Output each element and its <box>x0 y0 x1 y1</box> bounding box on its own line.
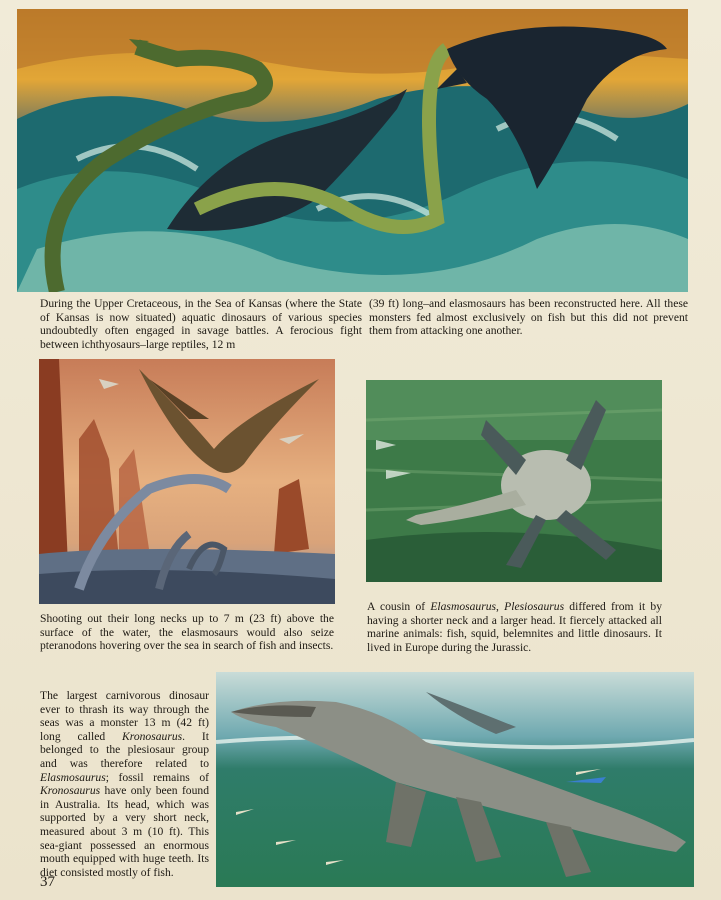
caption-text: differed from it by having a shorter neck and a larger head. It fiercely attacked all marine animals: fish, squid, belemnites and little dinosaurs. It lived in Europe during the Jurassic. <box>367 600 663 654</box>
top-caption-right: (39 ft) long–and elasmosaurs has been reconstructed here. All these monsters fed almost exclusively on fish but this did not prevent them from attacking one another. <box>369 297 688 338</box>
caption-species: Kronosaurus <box>40 784 101 798</box>
caption-text: ; fossil remains of <box>105 770 209 784</box>
caption-species: Elasmosaurus <box>40 770 106 784</box>
kronosaurus-illustration <box>216 672 694 887</box>
caption-text: , <box>496 600 505 613</box>
caption-species: Elasmosaurus <box>430 600 497 613</box>
middle-left-caption: Shooting out their long necks up to 7 m (23 ft) above the surface of the water, the elasmosaurs would also seize pteranodons hovering over the sea in search of fish and insects. <box>40 612 334 653</box>
caption-text: The largest carnivorous dinosaur ever to thrash its way through the seas was a monster 13 m (42 ft) long called <box>40 689 209 743</box>
caption-species: Plesiosaurus <box>504 600 565 613</box>
caption-text: A cousin of <box>367 600 431 613</box>
bottom-caption <box>40 689 209 879</box>
page-number: 37 <box>40 874 55 890</box>
caption-text: . It belonged to the plesiosaur group and was therefore related to <box>40 729 209 770</box>
plesiosaurus-illustration <box>366 380 662 582</box>
caption-species: Kronosaurus <box>122 729 183 743</box>
pteranodon-illustration <box>39 359 335 604</box>
top-caption-left: During the Upper Cretaceous, in the Sea of Kansas (where the State of Kansas is now situated) aquatic dinosaurs of various species undoubtedly often engaged in savage battles. A ferocious fight between ichthyosaurs–large reptiles, 12 m <box>40 297 362 351</box>
sea-battle-illustration <box>17 9 688 292</box>
middle-right-caption <box>367 600 662 654</box>
caption-text: have only been found in Australia. Its head, which was supported by a very short neck, measured about 3 m (10 ft). This sea-giant possessed an enormous mouth equipped with huge teeth. Its diet consisted mostly of fish. <box>40 784 209 879</box>
